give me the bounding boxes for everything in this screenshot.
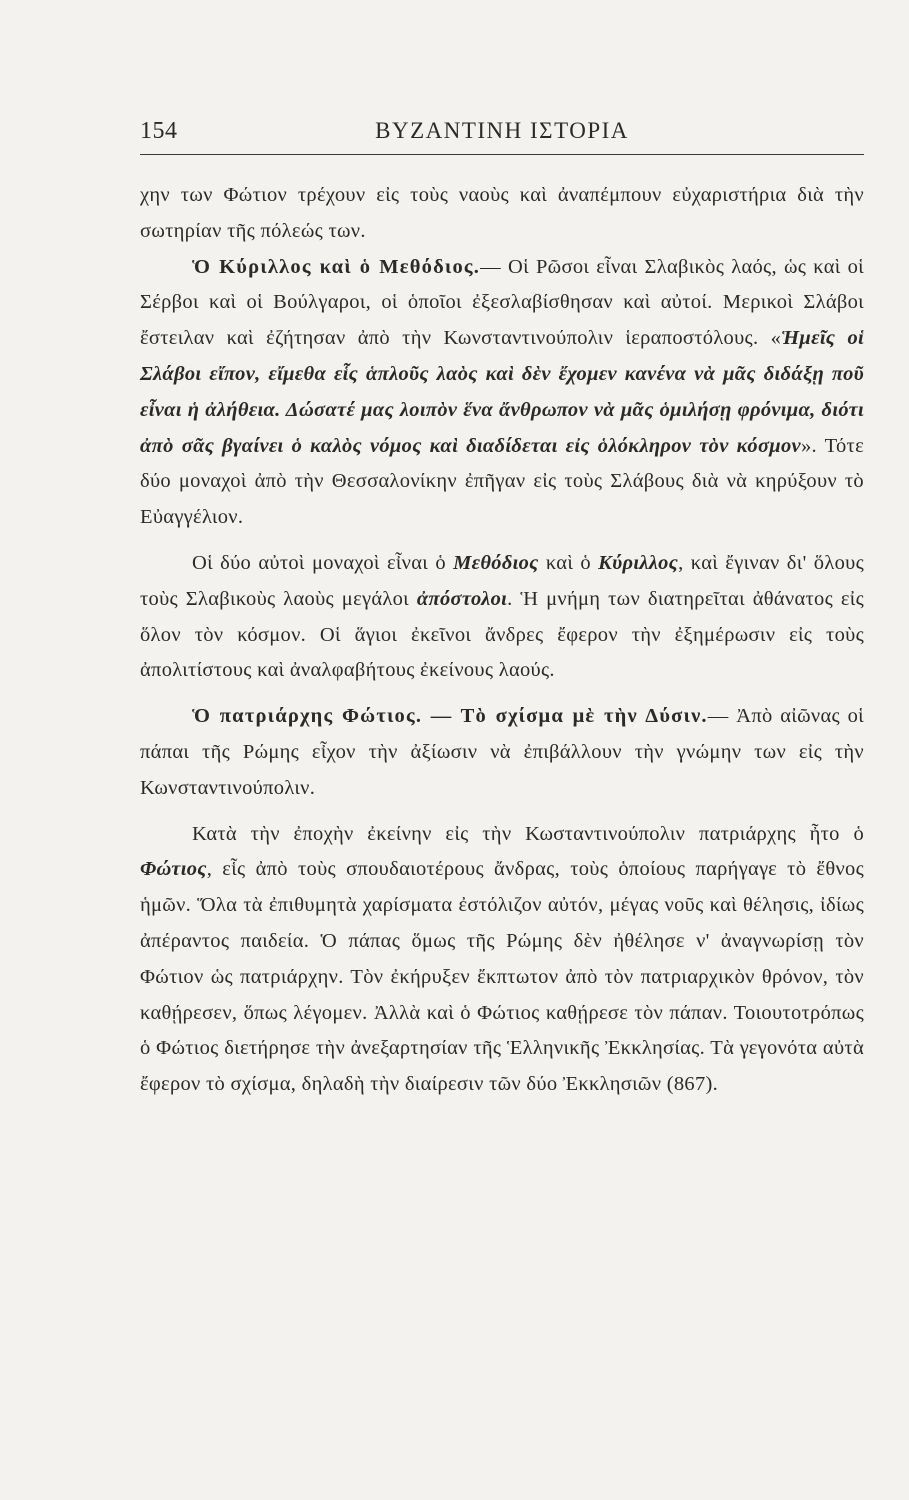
paragraph-text: , εἷς ἀπὸ τοὺς σπουδαιοτέρους ἄνδρας, τοὺς ὁποίους παρήγαγε τὸ ἔθνος ἡμῶν. Ὅλα τὰ ἐπιθυμητὰ χαρίσματα ἐστόλιζον αὐτόν, μέγας νοῦς καὶ θέλησις, ἰδίως ἀπέραντος παιδεία. Ὁ πάπας ὅμως τῆς Ρώμης δὲν ἠθέλησε ν' ἀναγνωρίσῃ τὸν Φώτιον ὡς πατριάρχην. Τὸν ἐκήρυξεν ἔκπτωτον ἀπὸ τὸν πατριαρχικὸν θρόνον, τὸν καθῄρεσεν, ὅπως λέγομεν. Ἀλλὰ καὶ ὁ Φώτιος καθῄρεσε τὸν πάπαν. Τοιουτοτρόπως ὁ Φώτιος διετήρησε τὴν ἀνεξαρτησίαν τῆς Ἑλληνικῆς Ἐκκλησίας. Τὰ γεγονότα αὐτὰ ἔφερον τὸ σχίσμα, δηλαδὴ τὴν διαίρεσιν τῶν δύο Ἐκκλησιῶν (867). (140, 858, 864, 1096)
paragraph-schism-heading (140, 699, 864, 806)
paragraph-text: — Ἀπὸ αἰῶνας οἱ πάπαι τῆς Ρώμης εἶχον τὴν ἀξίωσιν νὰ ἐπιβάλλουν τὴν γνώμην των εἰς τὴν Κωνσταντινούπολιν. (140, 705, 864, 799)
page-header (140, 118, 864, 158)
name-methodius: Μεθόδιος (453, 551, 539, 574)
section-heading: Ὁ Κύριλλος καὶ ὁ Μεθόδιος. (192, 255, 481, 278)
paragraph-text: χην των Φώτιον τρέχουν εἰς τοὺς ναοὺς καὶ ἀναπέμπουν εὐχαριστήρια διὰ τὴν σωτηρίαν τῆς πόλεώς των. (140, 184, 864, 242)
section-heading: Ὁ πατριάρχης Φώτιος. — Τὸ σχίσμα μὲ τὴν Δύσιν. (192, 705, 708, 728)
paragraph-text: Οἱ δύο αὐτοὶ μοναχοὶ εἶναι ὁ (192, 551, 454, 574)
running-title: ΒΥΖΑΝΤΙΝΗ ΙΣΤΟΡΙΑ (375, 118, 629, 143)
paragraph-cyril-methodius (140, 250, 864, 536)
paragraph-text: Κατὰ τὴν ἐποχὴν ἐκείνην εἰς τὴν Κωσταντινούπολιν πατριάρχης ἦτο ὁ (192, 822, 864, 845)
paragraph-photius (140, 817, 864, 1103)
paragraph-text: , καὶ ἔγιναν δι' ὅλους τοὺς Σλαβικοὺς λαοὺς μεγάλοι (140, 551, 864, 610)
paragraph-text: ». Τότε δύο μοναχοὶ ἀπὸ τὴν Θεσσαλονίκην ἐπῆγαν εἰς τοὺς Σλάβους διὰ νὰ κηρύξουν τὸ Εὐαγγέλιον. (140, 434, 864, 529)
name-photius: Φώτιος (140, 858, 207, 881)
paragraph-text: καὶ ὁ (538, 551, 599, 574)
name-cyril: Κύριλλος (598, 551, 679, 574)
paragraph-text: . Ἡ μνήμη των διατηρεῖται ἀθάνατος εἰς ὅλον τὸν κόσμον. Οἱ ἅγιοι ἐκεῖνοι ἄνδρες ἔφερον τὴν ἐξημέρωσιν εἰς τοὺς ἀπολιτίστους καὶ ἀναλφαβήτους ἐκείνους λαούς. (140, 587, 865, 682)
paragraph-continuation (140, 178, 864, 250)
paragraph-text: — Οἱ Ρῶσοι εἶναι Σλαβικὸς λαός, ὡς καὶ οἱ Σέρβοι καὶ οἱ Βούλγαροι, οἱ ὁποῖοι ἐξεσλαβίσθησαν καὶ αὐτοί. Μερικοὶ Σλάβοι ἔστειλαν καὶ ἐζήτησαν ἀπὸ τὴν Κωνσταντινούπολιν ἱεραποστόλους. « (140, 255, 864, 350)
paragraph-apostles (140, 546, 864, 689)
quotation: Ἡμεῖς οἱ Σλάβοι εἴπον, εἴμεθα εἷς ἁπλοῦς λαὸς καὶ δὲν ἔχομεν κανένα νὰ μᾶς διδάξῃ ποῦ εἶναι ἡ ἀλήθεια. Δώσατέ μας λοιπὸν ἕνα ἄνθρωπον νὰ μᾶς ὁμιλήσῃ φρόνιμα, διότι ἀπὸ σᾶς βγαίνει ὁ καλὸς νόμος καὶ διαδίδεται εἰς ὁλόκληρον τὸν κόσμον (140, 327, 864, 457)
emphasis-apostles: ἀπόστολοι (416, 587, 508, 610)
page-number: 154 (140, 118, 178, 144)
page-body (140, 178, 864, 1103)
header-rule (140, 154, 864, 155)
